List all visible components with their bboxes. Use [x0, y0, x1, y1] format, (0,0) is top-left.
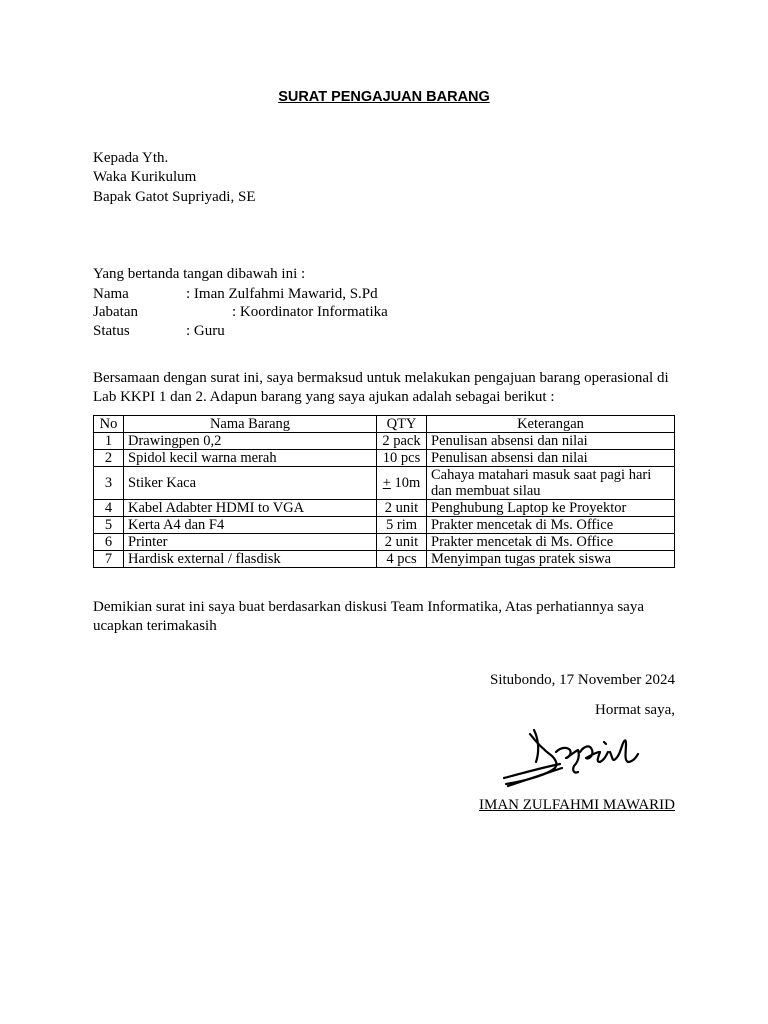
signatory-name: IMAN ZULFAHMI MAWARID — [478, 797, 675, 813]
cell-qty: 2 unit — [377, 534, 427, 551]
cell-nama: Drawingpen 0,2 — [124, 433, 377, 450]
identity-status-row — [93, 321, 225, 341]
cell-ket: Prakter mencetak di Ms. Office — [427, 517, 675, 534]
cell-qty: 10 pcs — [377, 450, 427, 467]
cell-no: 3 — [94, 467, 124, 500]
header-keterangan: Keterangan — [427, 416, 675, 433]
plus-minus-sign: + — [382, 475, 391, 491]
cell-no: 2 — [94, 450, 124, 467]
table-row — [94, 534, 675, 551]
intro-line: Yang bertanda tangan dibawah ini : — [93, 266, 306, 282]
jabatan-label: Jabatan — [93, 304, 138, 320]
table-row — [94, 517, 675, 534]
header-qty: QTY — [377, 416, 427, 433]
table-row — [94, 433, 675, 450]
recipient-line-2: Waka Kurikulum — [93, 169, 197, 185]
cell-qty — [377, 467, 427, 500]
cell-no: 1 — [94, 433, 124, 450]
cell-no: 6 — [94, 534, 124, 551]
cell-nama: Hardisk external / flasdisk — [124, 551, 377, 568]
letter-title: SURAT PENGAJUAN BARANG — [278, 89, 490, 105]
cell-ket: Penghubung Laptop ke Proyektor — [427, 500, 675, 517]
cell-qty: 2 unit — [377, 500, 427, 517]
status-value: : Guru — [186, 323, 225, 339]
items-table — [93, 415, 675, 568]
nama-label: Nama — [93, 286, 129, 302]
identity-jabatan-row — [93, 302, 388, 322]
cell-qty: 2 pack — [377, 433, 427, 450]
nama-value: : Iman Zulfahmi Mawarid, S.Pd — [186, 286, 378, 302]
qty-amount: 10m — [390, 475, 421, 491]
table-row — [94, 467, 675, 500]
cell-nama: Printer — [124, 534, 377, 551]
greeting: Hormat saya, — [595, 702, 675, 718]
cell-nama: Spidol kecil warna merah — [124, 450, 377, 467]
cell-ket: Cahaya matahari masuk saat pagi hari dan membuat silau — [427, 467, 675, 500]
closing-paragraph: Demikian surat ini saya buat berdasarkan diskusi Team Informatika, Atas perhatiannya saya ucapkan terimakasih — [93, 599, 645, 634]
identity-nama-row — [93, 284, 378, 304]
cell-ket: Penulisan absensi dan nilai — [427, 450, 675, 467]
cell-no: 4 — [94, 500, 124, 517]
cell-nama: Kabel Adabter HDMI to VGA — [124, 500, 377, 517]
signature-image — [500, 728, 645, 790]
cell-qty: 4 pcs — [377, 551, 427, 568]
cell-ket: Penulisan absensi dan nilai — [427, 433, 675, 450]
jabatan-value: : Koordinator Informatika — [232, 304, 388, 320]
cell-ket: Prakter mencetak di Ms. Office — [427, 534, 675, 551]
table-row — [94, 500, 675, 517]
cell-nama: Kerta A4 dan F4 — [124, 517, 377, 534]
header-nama-barang: Nama Barang — [124, 416, 377, 433]
cell-ket: Menyimpan tugas pratek siswa — [427, 551, 675, 568]
place-date: Situbondo, 17 November 2024 — [490, 672, 675, 688]
recipient-line-1: Kepada Yth. — [93, 150, 169, 166]
body-paragraph: Bersamaan dengan surat ini, saya bermaksud untuk melakukan pengajuan barang operasional di Lab KKPI 1 dan 2. Adapun barang yang saya ajukan adalah sebagai berikut : — [93, 370, 669, 405]
cell-no: 7 — [94, 551, 124, 568]
table-header-row — [94, 416, 675, 433]
recipient-line-3: Bapak Gatot Supriyadi, SE — [93, 189, 256, 205]
status-label: Status — [93, 323, 130, 339]
table-row — [94, 551, 675, 568]
table-row — [94, 450, 675, 467]
cell-qty: 5 rim — [377, 517, 427, 534]
cell-no: 5 — [94, 517, 124, 534]
header-no: No — [94, 416, 124, 433]
cell-nama: Stiker Kaca — [124, 467, 377, 500]
